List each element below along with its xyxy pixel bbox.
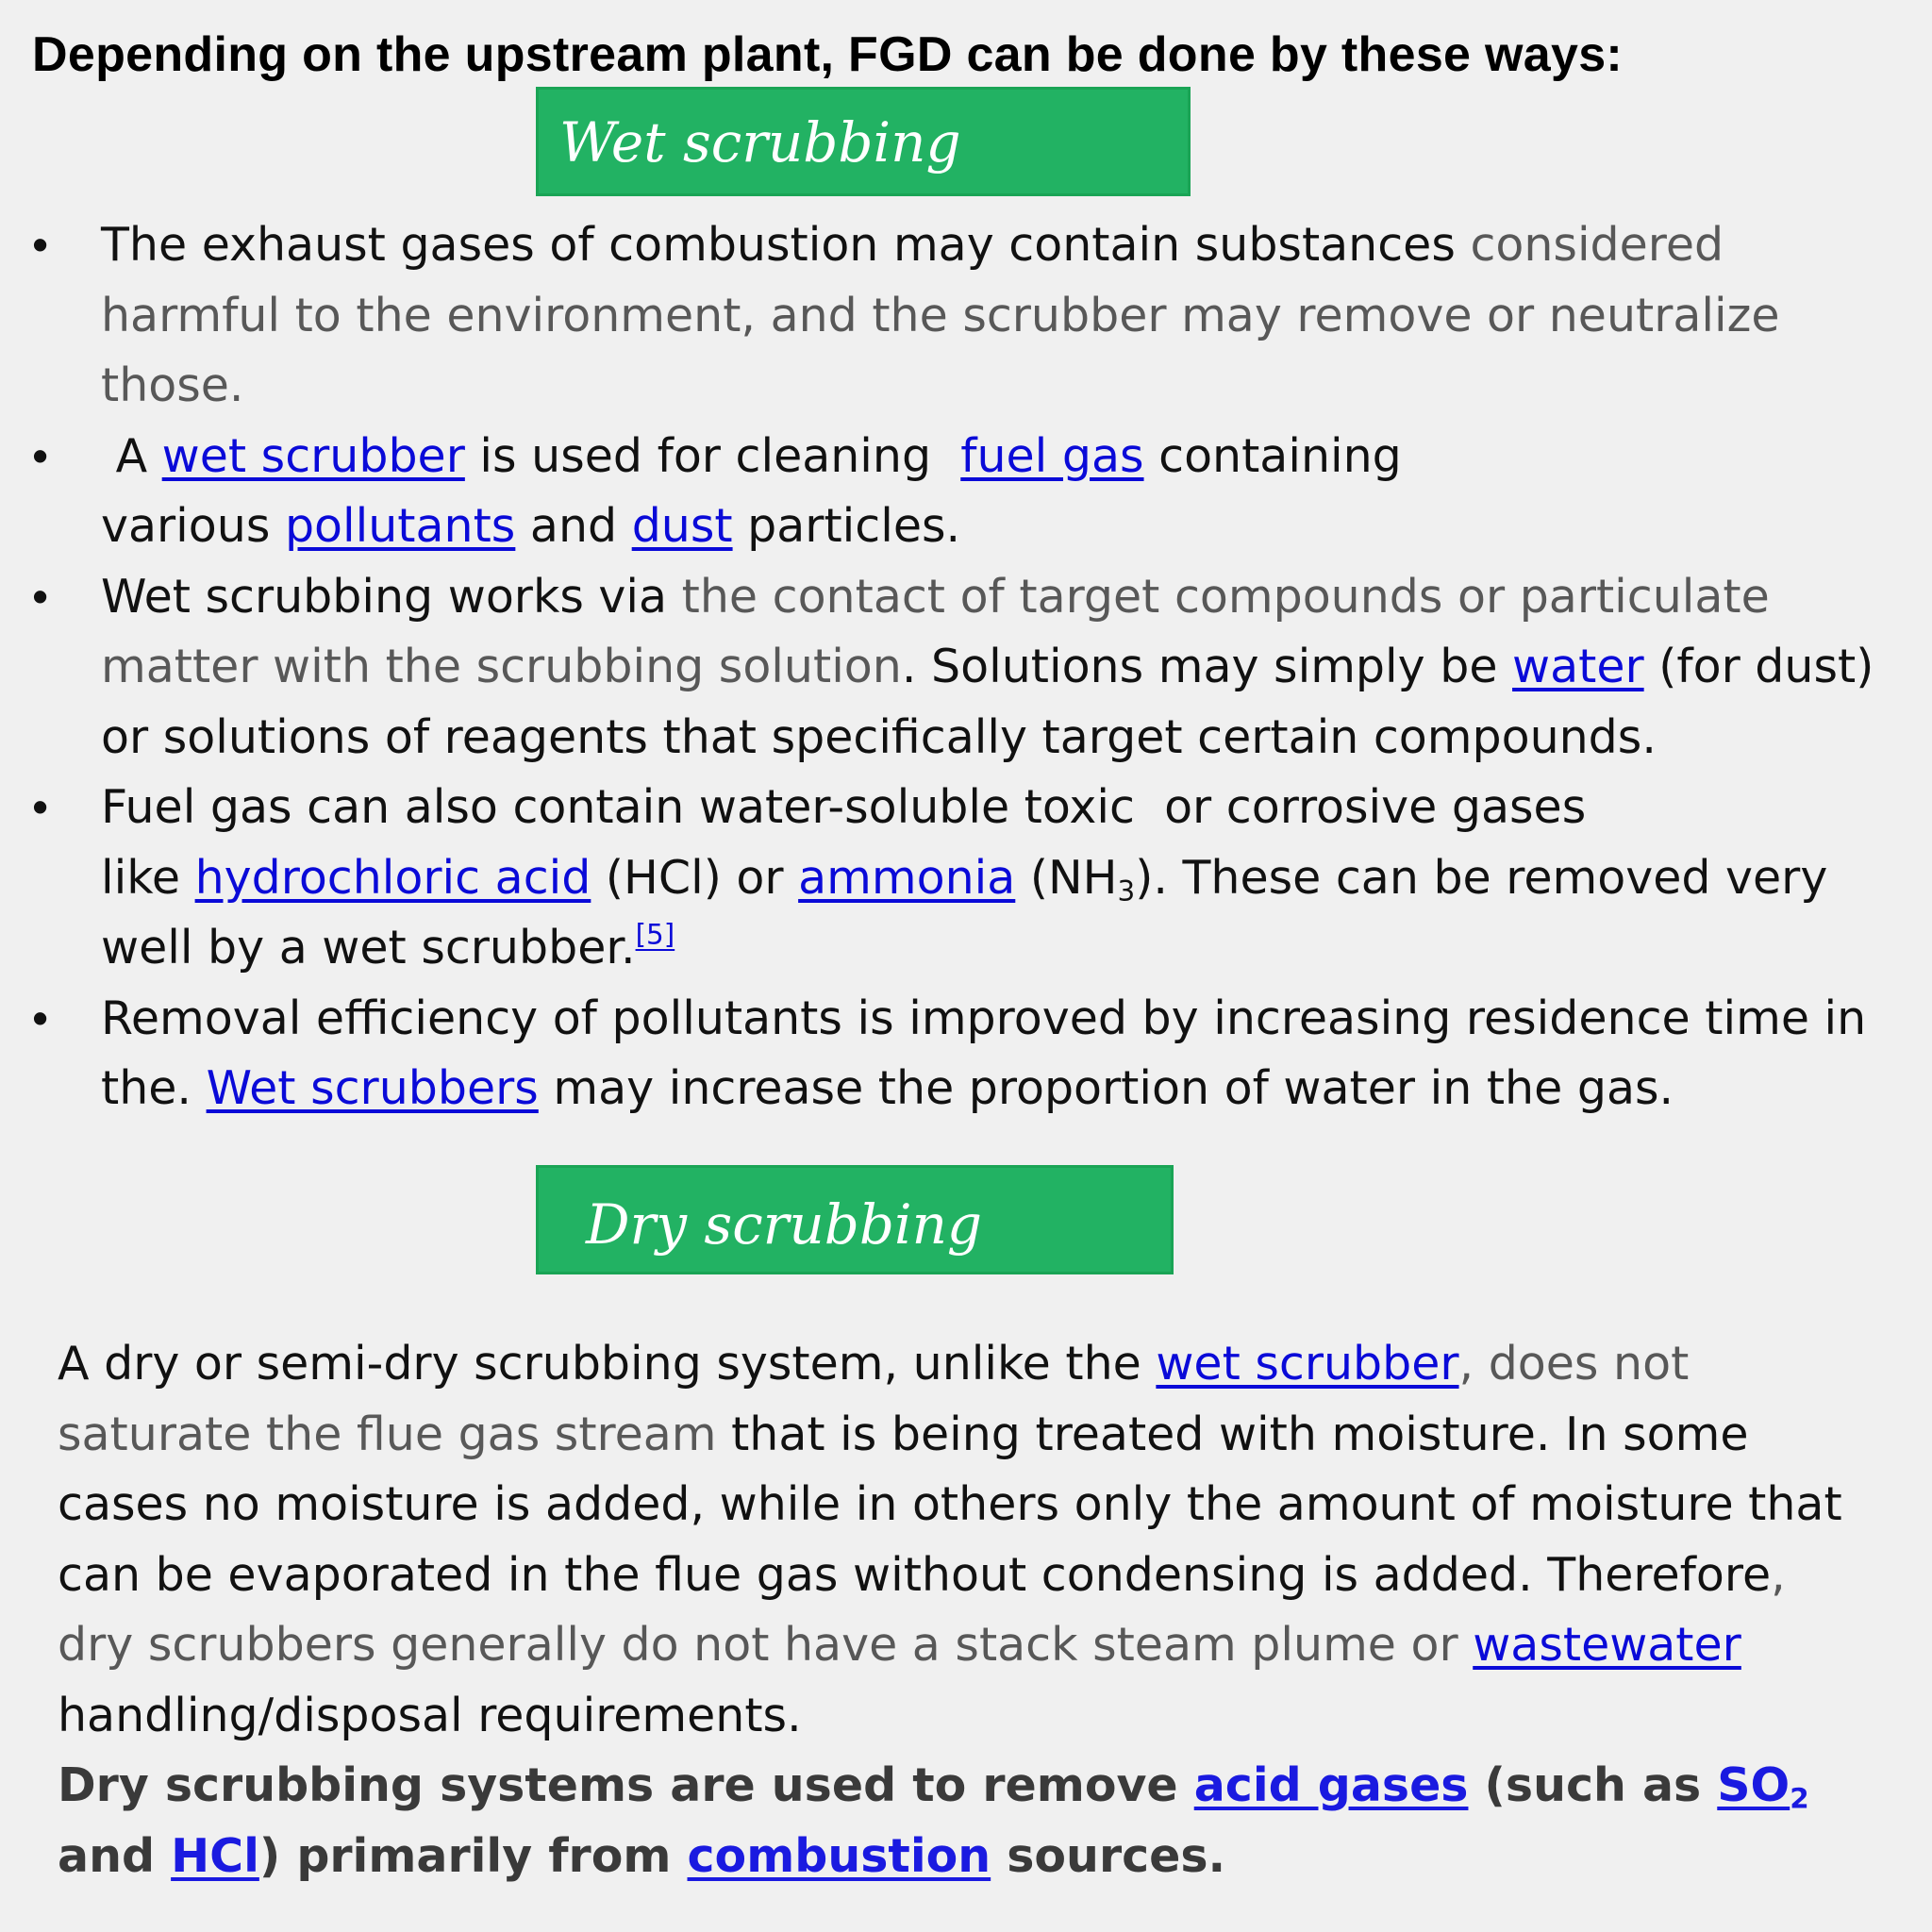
paragraph-text-gray: , dry scrubbers generally do not have a stack steam plume or [58,1547,1786,1672]
page-heading: Depending on the upstream plant, FGD can be done by these ways: [32,27,1624,82]
link-hcl[interactable]: HCl [171,1828,259,1883]
link-wet-scrubber[interactable]: wet scrubber [161,428,465,483]
dry-scrubbing-paragraph [58,1329,1850,1891]
link-pollutants[interactable]: pollutants [284,499,516,553]
link-water[interactable]: water [1512,640,1644,693]
bullet-text: Fuel gas can also contain water-soluble toxic or corrosive gases [101,780,1587,834]
paragraph-text-gray: , does not saturate the flue gas stream [58,1337,1690,1461]
list-item [32,984,1909,1124]
link-fuel-gas[interactable]: fuel gas [960,428,1144,483]
bullet-dot-icon: • [32,992,49,1044]
bold-text: (such as [1468,1758,1718,1812]
wet-scrubbing-banner [536,87,1191,196]
bold-text: sources. [991,1828,1226,1883]
bullet-dot-icon: • [32,220,49,271]
bullet-text: particles. [732,499,961,553]
bullet-text: (for dust) or solutions of reagents that specifically target certain compounds. [101,640,1874,764]
paragraph-text: handling/disposal requirements. [58,1688,802,1742]
dry-scrubbing-title: Dry scrubbing [586,1192,983,1257]
bullet-dot-icon: • [32,571,49,623]
link-acid-gases[interactable]: acid gases [1193,1758,1469,1812]
bullet-text: ). These can be removed very well by a wet scrubber. [101,850,1828,974]
subscript-2: 2 [1790,1782,1809,1815]
bold-text: Dry scrubbing systems are used to remove [58,1758,1194,1812]
link-wastewater[interactable]: wastewater [1473,1618,1741,1672]
bullet-dot-icon: • [32,782,49,833]
subscript-3: 3 [1117,874,1136,907]
bullet-text: various [101,499,285,553]
bullet-dot-icon: • [32,430,49,482]
list-item [32,210,1909,422]
dry-scrubbing-banner [536,1165,1174,1274]
so2-text: SO [1717,1758,1790,1812]
bold-text: ) primarily from [258,1828,688,1883]
bullet-text: The exhaust gases of combustion may contain substances [101,218,1471,272]
link-combustion[interactable]: combustion [687,1828,991,1883]
paragraph-text: that is being treated with moisture. In some cases no moisture is added, while in others only the amount of moisture that can be evaporated in the flue gas without condensing is added. Therefore [58,1407,1842,1602]
bullet-text: Wet scrubbing works via [101,569,682,624]
link-ammonia[interactable]: ammonia [798,850,1016,905]
link-wet-scrubber[interactable]: wet scrubber [1156,1337,1459,1391]
link-dust[interactable]: dust [631,499,733,553]
reference-link-5[interactable]: [5] [635,918,675,951]
link-so2[interactable] [1717,1758,1809,1815]
bullet-text: and [515,499,632,553]
list-item [32,562,1909,774]
bullet-text: (NH [1015,850,1118,905]
bullet-text: may increase the proportion of water in the gas. [538,1061,1674,1115]
bullet-text-gray: considered harmful to the environment, and the scrubber may remove or neutralize those. [101,218,1780,412]
wet-scrubbing-bullet-list [32,210,1909,1124]
bullet-text: (HCl) or [591,850,799,905]
bullet-text-gray: the contact of target compounds or particulate matter with the scrubbing solution [101,569,1770,693]
bullet-text: like [101,850,195,905]
bullet-text: A [101,428,162,483]
bullet-text: containing [1143,428,1402,483]
link-hydrochloric-acid[interactable]: hydrochloric acid [194,850,591,905]
bullet-text: is used for cleaning [464,428,961,483]
list-item [32,773,1909,984]
wet-scrubbing-title: Wet scrubbing [559,110,961,175]
link-wet-scrubbers[interactable]: Wet scrubbers [206,1061,539,1115]
paragraph-text: A dry or semi-dry scrubbing system, unlike the [58,1337,1157,1391]
bullet-text: Removal efficiency of pollutants is improved by increasing residence time in the. [101,991,1867,1115]
bold-summary [58,1758,1809,1883]
list-item [32,422,1909,562]
bullet-text: . Solutions may simply be [901,640,1513,693]
bold-text: and [58,1828,172,1883]
